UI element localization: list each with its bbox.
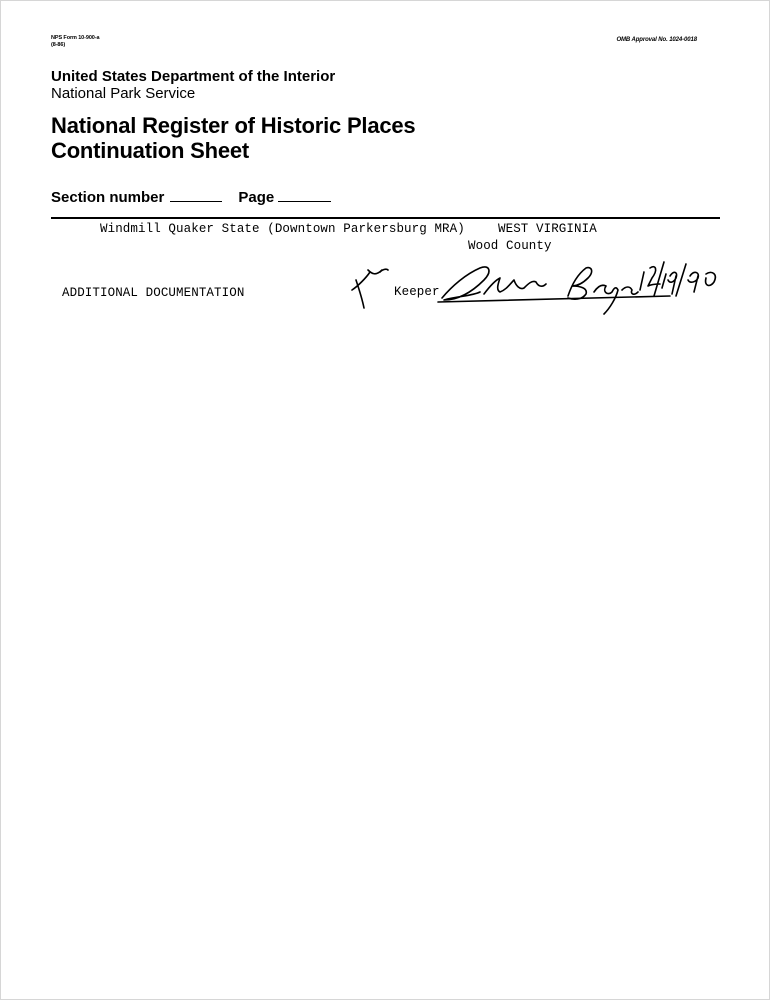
property-name: Windmill Quaker State (Downtown Parkersburg MRA)	[100, 222, 465, 236]
agency-block	[51, 68, 335, 102]
property-county: Wood County	[468, 239, 552, 253]
property-state: WEST VIRGINIA	[498, 222, 597, 236]
header-rule	[51, 217, 720, 219]
form-number: NPS Form 10-900-a	[51, 35, 100, 41]
section-page-line	[51, 189, 331, 206]
additional-documentation-label: ADDITIONAL DOCUMENTATION	[62, 286, 245, 300]
service-name: National Park Service	[51, 85, 196, 102]
page-number-blank	[278, 200, 331, 202]
keeper-signature	[340, 256, 740, 320]
page-label: Page	[238, 189, 275, 206]
page-title	[51, 113, 415, 163]
title-line-2: Continuation Sheet	[51, 138, 250, 163]
keeper-label: Keeper	[394, 285, 440, 299]
signature-ink	[352, 262, 715, 314]
section-number-label: Section number	[51, 189, 165, 206]
title-line-1: National Register of Historic Places	[51, 113, 416, 138]
section-number-blank	[170, 200, 222, 202]
department-name: United States Department of the Interior	[51, 68, 336, 85]
form-number-block	[51, 35, 99, 49]
signature-underline	[438, 296, 670, 302]
signature-date	[640, 262, 715, 296]
form-revision: (8-86)	[51, 42, 66, 48]
omb-approval-number: OMB Approval No. 1024-0018	[616, 37, 697, 43]
signature-last-name	[568, 268, 638, 314]
signature-for-mark	[352, 269, 388, 308]
signature-first-name	[442, 267, 546, 300]
